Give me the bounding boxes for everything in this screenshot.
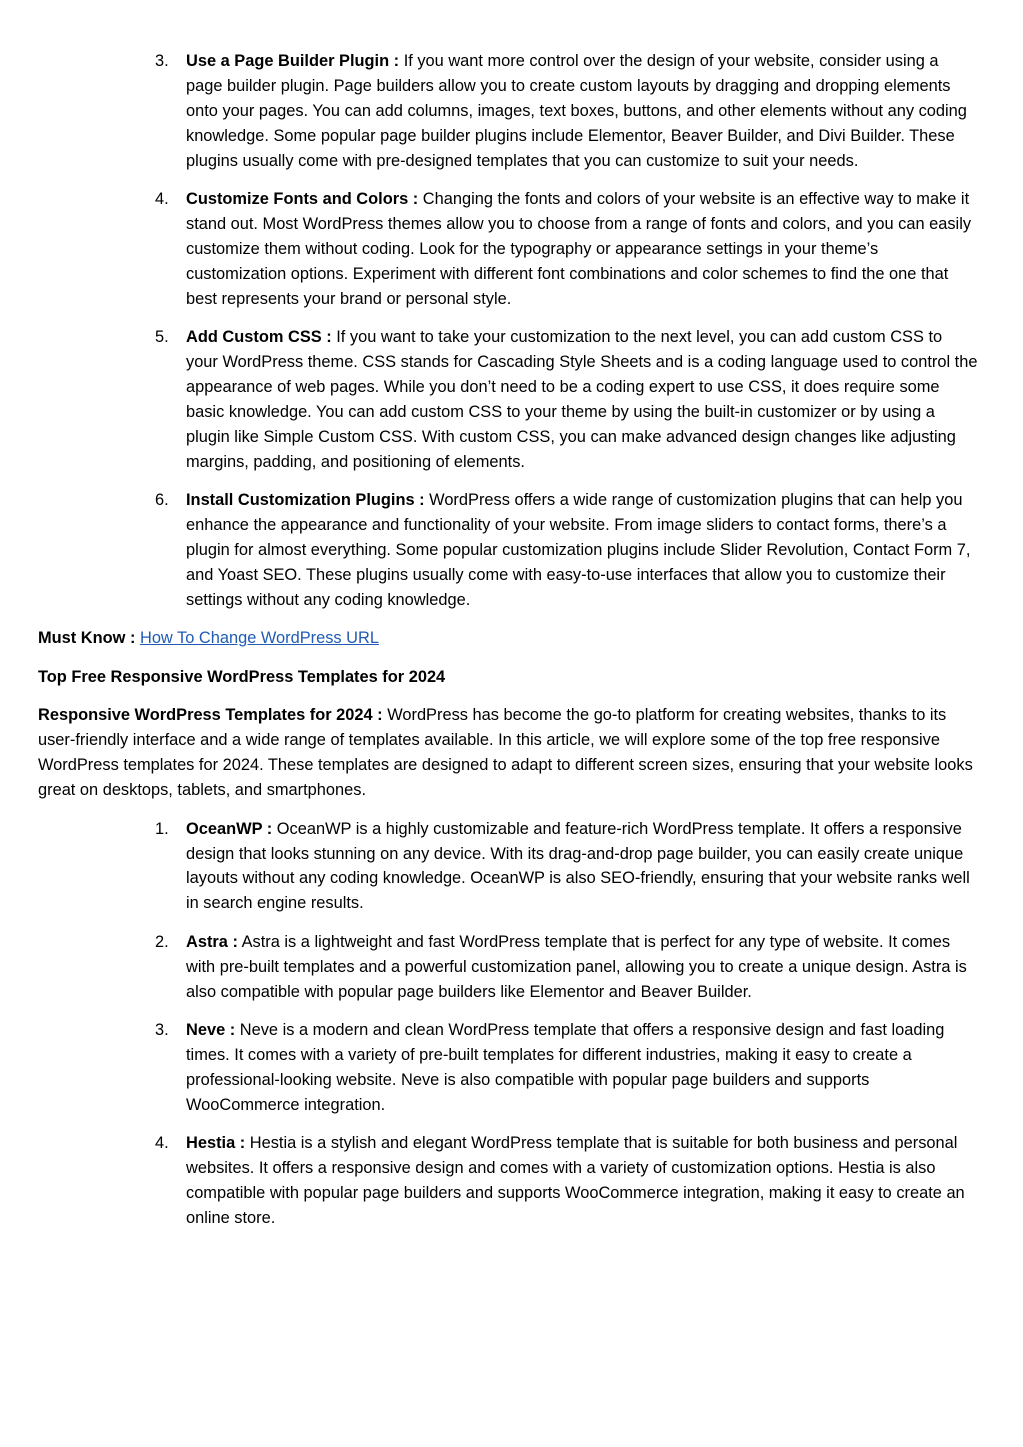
- list-number: 5.: [155, 328, 169, 347]
- list-item-body: OceanWP is a highly customizable and feature-rich WordPress template. It offers a responsive design that looks stunning on any device. With its drag-and-drop page builder, you can easily create unique layouts without any coding knowledge. OceanWP is also SEO-friendly, ensuring that your website ranks well in search engine results.: [186, 819, 970, 913]
- list-item-title: Customize Fonts and Colors :: [186, 190, 419, 209]
- list-item-body: If you want to take your customization to the next level, you can add custom CSS to your WordPress theme. CSS stands for Cascading Style Sheets and is a coding language used to control the appearance of web pages. While you don’t need to be a coding expert to use CSS, it does require some basic knowledge. You can add custom CSS to your theme by using the built-in customizer or by using a plugin like Simple Custom CSS. With custom CSS, you can make advanced design changes like adjusting margins, padding, and positioning of elements.: [186, 328, 978, 471]
- list-item-title: Neve :: [186, 1021, 236, 1040]
- list-item-body: Neve is a modern and clean WordPress template that offers a responsive design and fast loading times. It comes with a variety of pre-built templates for different industries, making it easy to create a professional-looking website. Neve is also compatible with popular page builders and supports WooCommerce integration.: [186, 1021, 945, 1114]
- list-item: [38, 187, 978, 312]
- list-item: [38, 49, 978, 174]
- list-number: 1.: [155, 819, 169, 838]
- list-item-title: Hestia :: [186, 1134, 246, 1153]
- must-know-line: [38, 626, 978, 651]
- list-item: [38, 488, 978, 613]
- list-item-title: Install Customization Plugins :: [186, 491, 425, 510]
- intro-title: Responsive WordPress Templates for 2024 :: [38, 706, 383, 725]
- list-item-title: Add Custom CSS :: [186, 328, 332, 347]
- list-number: 3.: [155, 1021, 169, 1040]
- templates-list: [38, 817, 978, 1231]
- list-item: [38, 930, 978, 1005]
- intro-body: WordPress has become the go-to platform for creating websites, thanks to its user-friendly interface and a wide range of templates available. In this article, we will explore some of the top free responsive WordPress templates for 2024. These templates are designed to adapt to different screen sizes, ensuring that your website looks great on desktops, tablets, and smartphones.: [38, 706, 973, 800]
- list-number: 6.: [155, 491, 169, 510]
- list-item-body: Changing the fonts and colors of your website is an effective way to make it stand out. Most WordPress themes allow you to choose from a range of fonts and colors, and you can easily customize them without coding. Look for the typography or appearance settings in your theme’s customization options. Experiment with different font combinations and color schemes to find the one that best represents your brand or personal style.: [186, 190, 972, 308]
- list-item-body: Hestia is a stylish and elegant WordPress template that is suitable for both business and personal websites. It offers a responsive design and comes with a variety of customization options. Hestia is also compatible with popular page builders and supports WooCommerce integration, making it easy to create an online store.: [186, 1134, 965, 1228]
- list-item-body: Astra is a lightweight and fast WordPress template that is perfect for any type of website. It comes with pre-built templates and a powerful customization panel, allowing you to create a unique design. Astra is also compatible with popular page builders like Elementor and Beaver Builder.: [186, 932, 967, 1001]
- customization-steps-list: [38, 49, 978, 613]
- intro-paragraph: [38, 703, 978, 803]
- list-item: [38, 1131, 978, 1231]
- list-item-body: WordPress offers a wide range of customization plugins that can help you enhance the appearance and functionality of your website. From image sliders to contact forms, there’s a plugin for almost everything. Some popular customization plugins include Slider Revolution, Contact Form 7, and Yoast SEO. These plugins usually come with easy-to-use interfaces that allow you to customize their settings without any coding knowledge.: [186, 491, 971, 609]
- list-item-body: If you want more control over the design of your website, consider using a page builder plugin. Page builders allow you to create custom layouts by dragging and dropping elements onto your pages. You can add columns, images, text boxes, buttons, and other elements without any coding knowledge. Some popular page builder plugins include Elementor, Beaver Builder, and Divi Builder. These plugins usually come with pre-designed templates that you can customize to suit your needs.: [186, 52, 967, 170]
- list-number: 4.: [155, 190, 169, 209]
- list-item: [38, 325, 978, 474]
- list-item-title: OceanWP :: [186, 819, 273, 838]
- list-number: 3.: [155, 52, 169, 70]
- list-item-title: Astra :: [186, 932, 238, 951]
- must-know-label: Must Know :: [38, 629, 136, 648]
- list-item: [38, 1018, 978, 1118]
- must-know-link[interactable]: How To Change WordPress URL: [139, 629, 379, 648]
- list-item-title: Use a Page Builder Plugin :: [186, 52, 400, 70]
- list-number: 2.: [155, 932, 169, 951]
- list-item: [38, 817, 978, 917]
- section-heading: Top Free Responsive WordPress Templates for 2024: [38, 667, 446, 686]
- list-number: 4.: [155, 1134, 169, 1153]
